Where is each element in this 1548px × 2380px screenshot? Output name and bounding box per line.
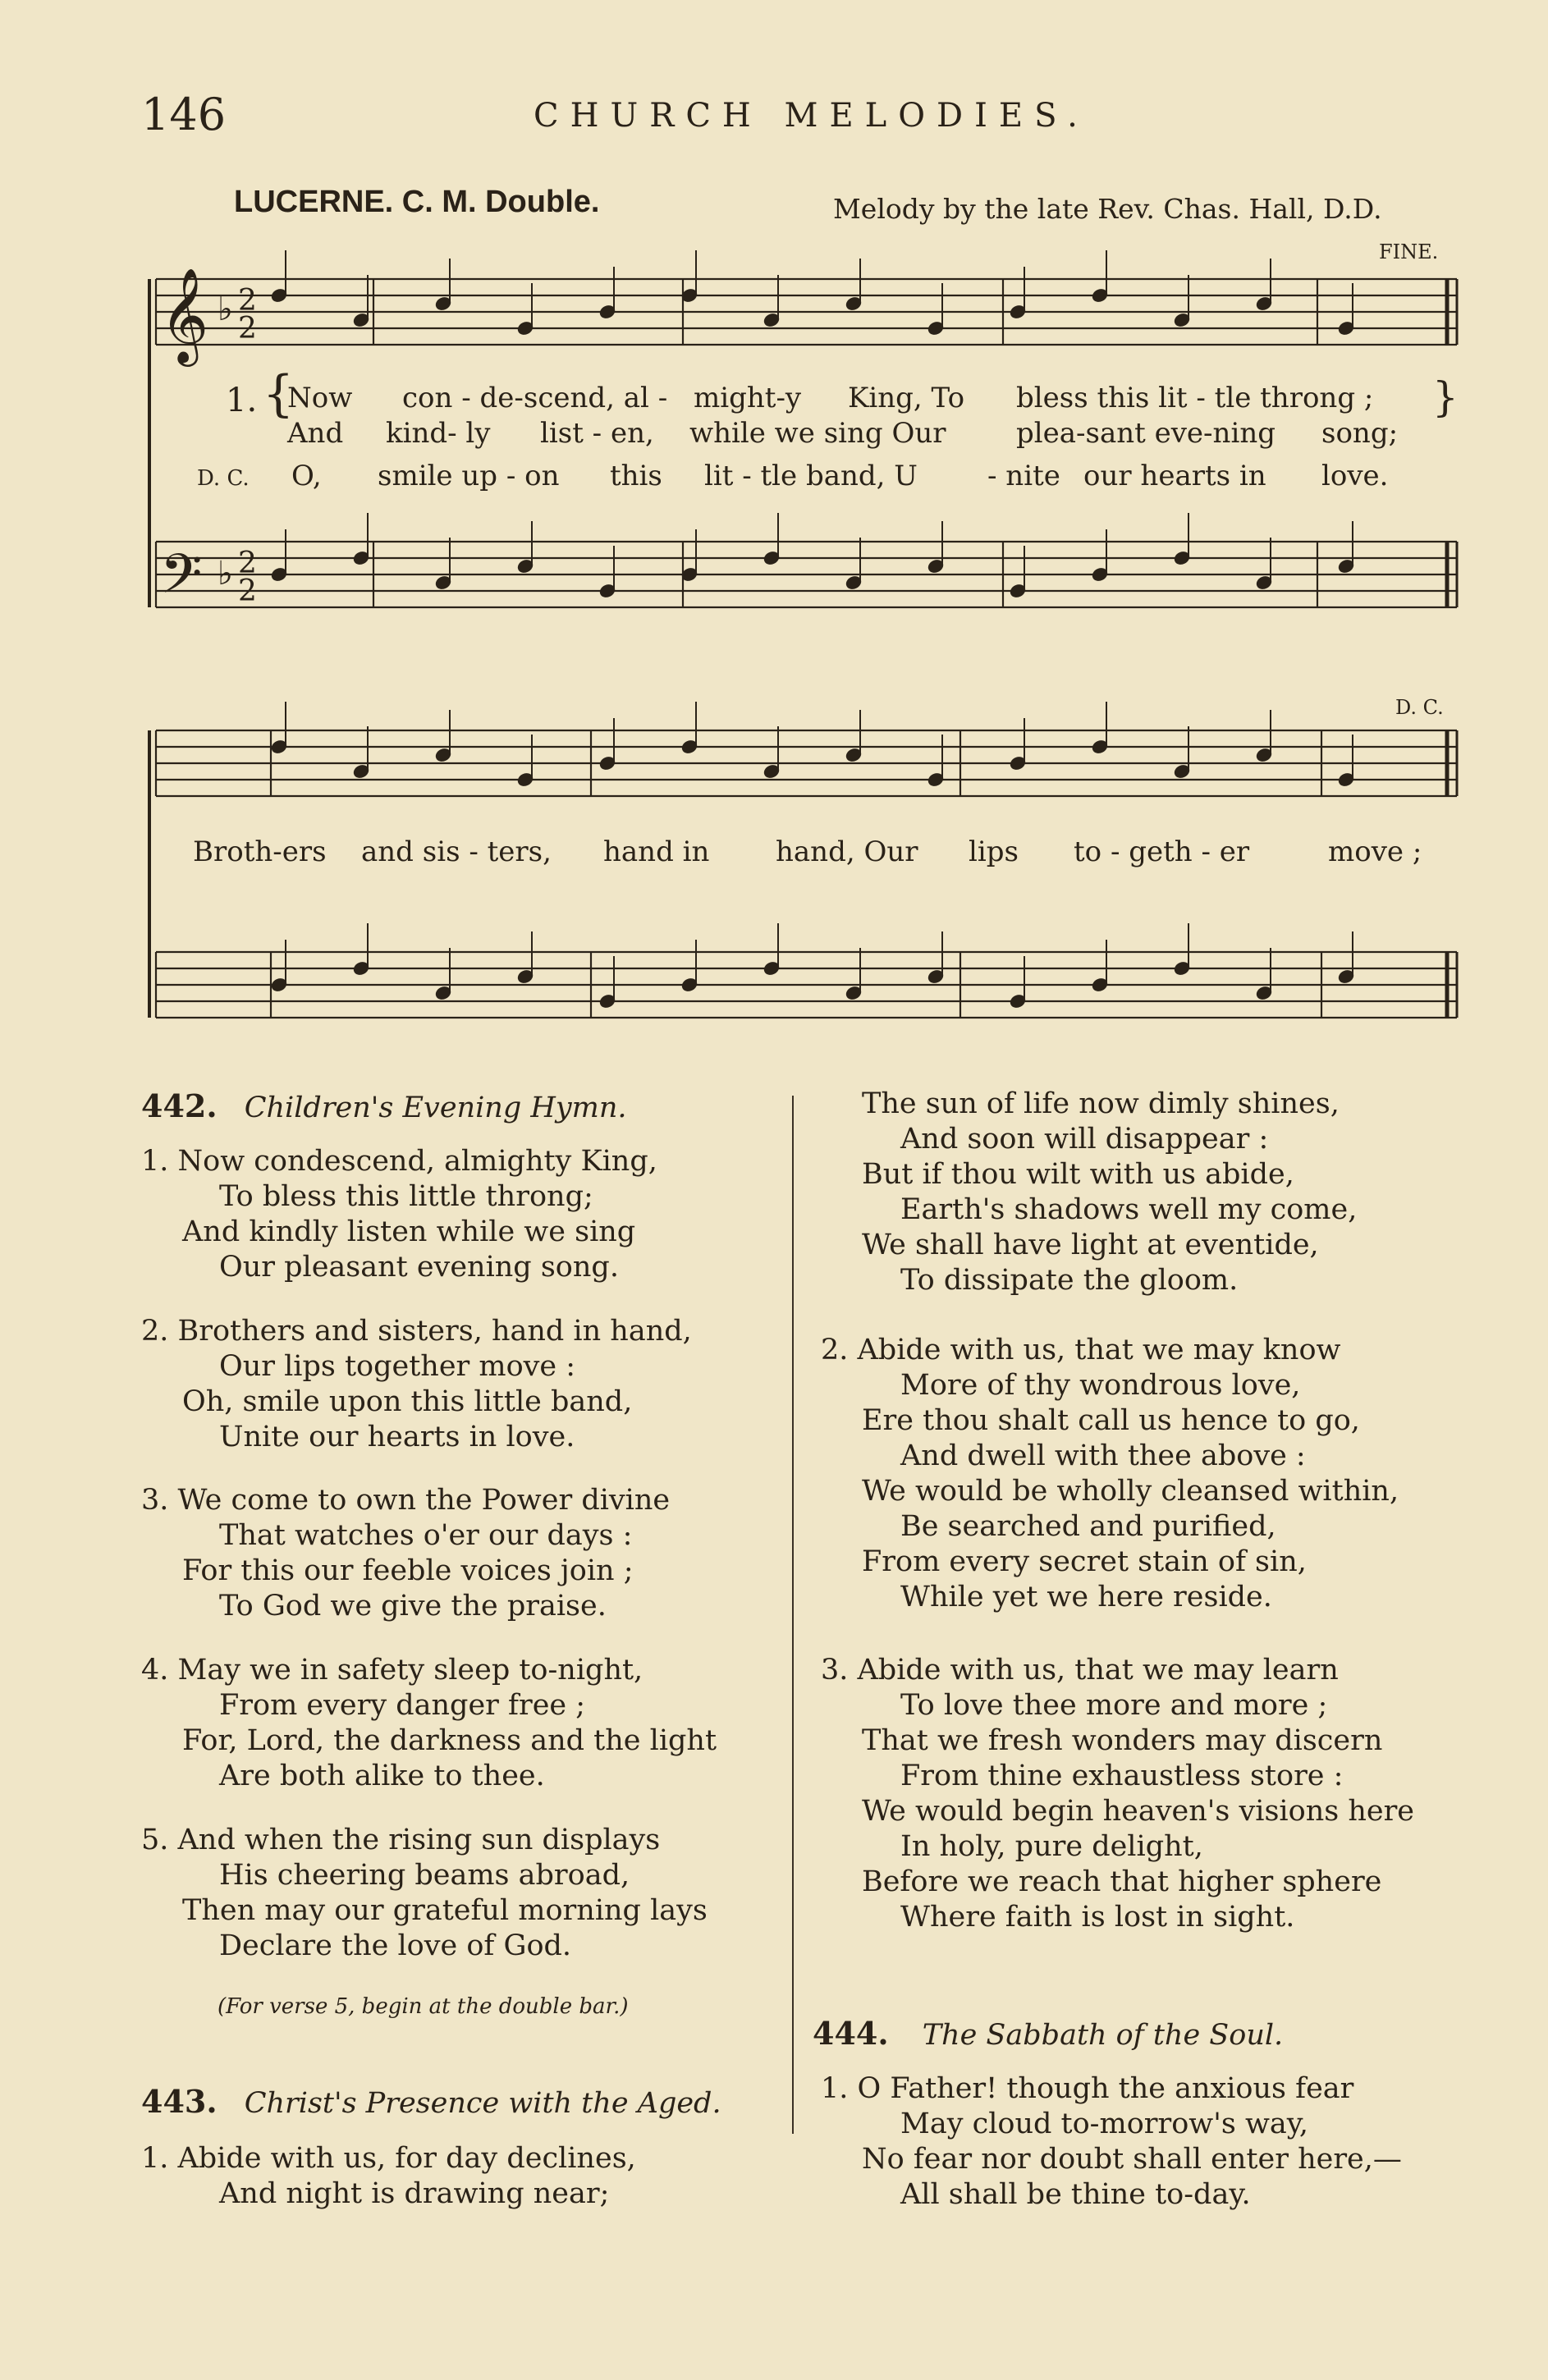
lyric-line2-word: song; [1321,417,1399,450]
lyric-line3-word: this [610,460,662,492]
verse-number: 1. [226,382,258,419]
brace-left: { [263,365,295,423]
dc-mark: D. C. [1395,696,1444,719]
hymn-line: His cheering beams abroad, [219,1859,630,1892]
lyric-line2-word: And [287,417,344,450]
lyric-line4-word: lips [969,835,1019,868]
hymn-line: 1. Abide with us, for day declines, [141,2142,636,2175]
hymn-line: 2. Abide with us, that we may know [821,1334,1341,1366]
hymn-line: For this our feeble voices join ; [182,1554,634,1587]
fine-mark: FINE. [1379,240,1439,263]
hymn-line: 1. Now condescend, almighty King, [141,1145,657,1178]
hymn-line: For, Lord, the darkness and the light [182,1724,717,1757]
hymn-line: 3. Abide with us, that we may learn [821,1654,1339,1687]
hymn-line: To dissipate the gloom. [900,1264,1239,1297]
hymn-title: Children's Evening Hymn. [244,1092,627,1124]
hymn-443-heading [141,2083,721,2120]
svg-text:2: 2 [238,574,257,608]
hymn-line: That we fresh wonders may discern [862,1724,1383,1757]
hymn-line: And soon will disappear : [900,1123,1269,1156]
svg-text:2: 2 [238,312,257,346]
brace-right: } [1432,373,1459,421]
hymn-line: Declare the love of God. [219,1929,572,1962]
lyric-line4-word: hand in [603,835,710,868]
hymn-line: While yet we here reside. [900,1581,1272,1613]
lyric-line2-word: kind- ly [386,417,491,450]
lyric-line3-word: - nite [987,460,1060,492]
svg-text:𝄢: 𝄢 [160,542,203,619]
hymn-number: 443. [141,2083,218,2120]
lyric-line1-word: con - de-scend, al - [402,382,668,414]
hymn-title: The Sabbath of the Soul. [922,2019,1284,2052]
hymn-line: More of thy wondrous love, [900,1369,1301,1402]
hymn-line: And night is drawing near; [219,2177,610,2210]
hymn-line: May cloud to-morrow's way, [900,2108,1309,2140]
lyric-line1-word: Now [287,382,353,414]
hymn-line: And kindly listen while we sing [182,1215,636,1248]
hymn-line: The sun of life now dimly shines, [862,1087,1340,1120]
svg-text:𝄞: 𝄞 [160,267,209,363]
page-number: 146 [141,89,227,140]
hymn-line: All shall be thine to-day. [900,2178,1251,2211]
hymn-line: We shall have light at eventide, [862,1229,1319,1261]
hymn-line: And dwell with thee above : [900,1439,1306,1472]
hymn-title: Christ's Presence with the Aged. [244,2087,721,2120]
hymn-line: 2. Brothers and sisters, hand in hand, [141,1315,692,1348]
hymn-line: Ere thou shalt call us hence to go, [862,1404,1360,1437]
lyric-line4-word: move ; [1328,835,1422,868]
hymn-442-heading [141,1087,627,1124]
hymn-line: To bless this little throng; [219,1180,593,1213]
lyric-line2-word: while we sing Our [689,417,946,450]
hymn-line: From thine exhaustless store : [900,1760,1344,1792]
lyric-line4-word: hand, Our [776,835,918,868]
hymn-line: From every secret stain of sin, [862,1545,1307,1578]
lyric-line2-word: plea-sant eve-ning [1016,417,1275,450]
hymn-line: 3. We come to own the Power divine [141,1484,671,1517]
hymn-line: Oh, smile upon this little band, [182,1385,633,1418]
dc-label: D. C. [197,466,250,491]
lyric-line4-word: Broth-ers [193,835,327,868]
hymn-line: From every danger free ; [219,1689,586,1722]
hymn-line: Then may our grateful morning lays [182,1894,708,1927]
svg-text:2: 2 [238,547,257,580]
tune-credit: Melody by the late Rev. Chas. Hall, D.D. [833,193,1382,225]
hymn-line: Our pleasant evening song. [219,1251,619,1284]
hymn-line: Unite our hearts in love. [219,1421,575,1453]
hymn-line: 5. And when the rising sun displays [141,1824,661,1856]
lyric-line1-word: bless this lit - tle throng ; [1016,382,1374,414]
hymn-number: 444. [813,2015,889,2052]
lyric-line1-word: might-y [694,382,802,414]
hymn-number: 442. [141,1087,218,1124]
hymn-442-note: (For verse 5, begin at the double bar.) [218,1994,629,2019]
lyric-line2-word: list - en, [540,417,654,450]
hymn-line: We would be wholly cleansed within, [862,1475,1399,1508]
svg-text:♭: ♭ [218,555,233,593]
hymn-line: 4. May we in safety sleep to-night, [141,1654,643,1687]
hymn-line: Our lips together move : [219,1350,576,1383]
hymn-line: Be searched and purified, [900,1510,1276,1543]
tune-title: LUCERNE. C. M. Double. [234,185,600,219]
lyric-line4-word: to - geth - er [1074,835,1250,868]
lyric-line1-word: King, To [848,382,965,414]
lyric-line3-word: our hearts in [1083,460,1266,492]
hymn-444-heading [813,2015,1283,2052]
hymn-line: In holy, pure delight, [900,1830,1203,1863]
column-divider [792,1096,794,2134]
lyric-line4-word: and sis - ters, [361,835,552,868]
hymn-line: Are both alike to thee. [219,1760,545,1792]
hymn-line: We would begin heaven's visions here [862,1795,1415,1828]
hymn-line: Before we reach that higher sphere [862,1865,1382,1898]
music-score [0,0,1548,1067]
hymn-line: To God we give the praise. [219,1590,607,1623]
lyric-line3-word: O, [291,460,322,492]
hymn-line: To love thee more and more ; [900,1689,1328,1722]
lyric-line3-word: lit - tle band, U [704,460,918,492]
hymn-line: Earth's shadows well my come, [900,1193,1358,1226]
hymn-line: But if thou wilt with us abide, [862,1158,1294,1191]
hymn-line: No fear nor doubt shall enter here,— [862,2143,1402,2176]
lyric-line3-word: smile up - on [378,460,560,492]
hymn-line: 1. O Father! though the anxious fear [821,2072,1354,2105]
svg-text:2: 2 [238,284,257,318]
svg-text:♭: ♭ [218,291,233,328]
hymn-line: Where faith is lost in sight. [900,1901,1295,1934]
lyric-line3-word: love. [1321,460,1389,492]
hymn-line: That watches o'er our days : [219,1519,633,1552]
running-title: CHURCH MELODIES. [534,97,1089,135]
